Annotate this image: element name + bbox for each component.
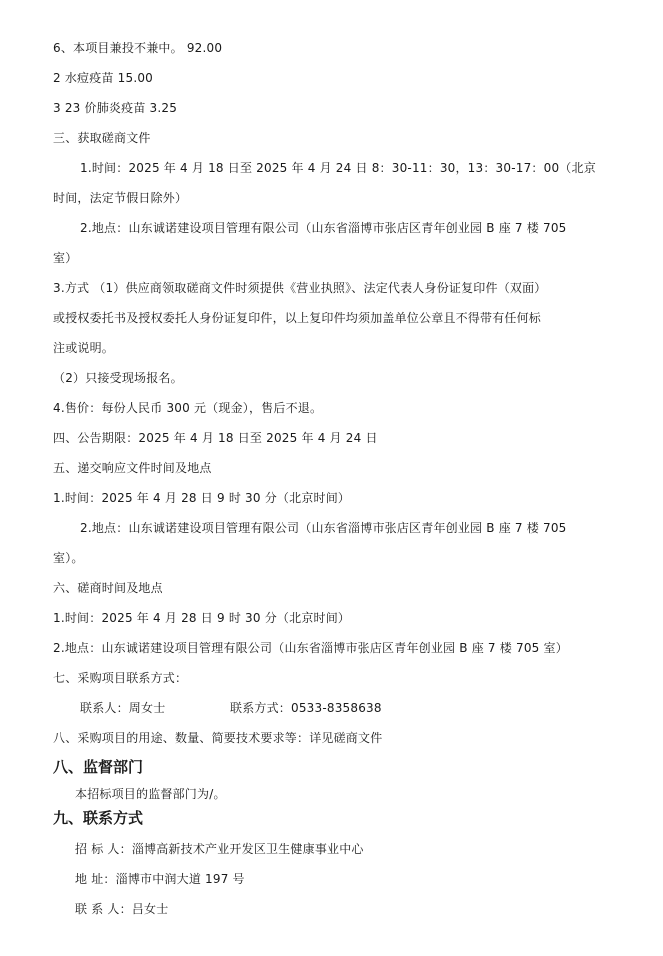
contact-heading: 九、联系方式 xyxy=(53,809,144,827)
section-3-heading: 三、获取磋商文件 xyxy=(53,131,151,145)
onsite-registration-text: （2）只接受现场报名。 xyxy=(53,371,183,385)
contact-person-text: 联系人：周女士 xyxy=(80,701,166,715)
time-paragraph-line-1: 1.时间：2025 年 4 月 18 日至 2025 年 4 月 24 日 8：30-11：30，13：30-17：00（北京 xyxy=(80,161,596,175)
location-paragraph-line-1: 2.地点：山东诚诺建设项目管理有限公司（山东省淄博市张店区青年创业园 B 座 7 楼 705 xyxy=(80,221,567,235)
time-paragraph-line-2: 时间，法定节假日除外） xyxy=(53,191,188,205)
vaccine-item-2: 2 水痘疫苗 15.00 xyxy=(53,71,154,85)
submission-location-line-2: 室）。 xyxy=(53,551,84,565)
section-7-heading: 七、采购项目联系方式： xyxy=(53,671,188,685)
supervision-heading: 八、监督部门 xyxy=(53,758,144,776)
submission-time-text: 1.时间：2025 年 4 月 28 日 9 时 30 分（北京时间） xyxy=(53,491,351,505)
section-4-heading: 四、公告期限：2025 年 4 月 18 日至 2025 年 4 月 24 日 xyxy=(53,431,378,445)
location-paragraph-line-2: 室） xyxy=(53,251,78,265)
tenderer-contact-text: 联 系 人：吕女士 xyxy=(75,902,169,916)
address-text: 地 址：淄博市中润大道 197 号 xyxy=(75,872,245,886)
method-paragraph-line-3: 注或说明。 xyxy=(53,341,115,355)
negotiation-time-text: 1.时间：2025 年 4 月 28 日 9 时 30 分（北京时间） xyxy=(53,611,351,625)
item-6-text: 6、本项目兼投不兼中。 92.00 xyxy=(53,41,223,55)
supervision-text: 本招标项目的监督部门为/。 xyxy=(75,787,226,801)
tenderer-text: 招 标 人：淄博高新技术产业开发区卫生健康事业中心 xyxy=(75,842,364,856)
price-text: 4.售价：每份人民币 300 元（现金），售后不退。 xyxy=(53,401,323,415)
section-5-heading: 五、递交响应文件时间及地点 xyxy=(53,461,212,475)
submission-location-line-1: 2.地点：山东诚诺建设项目管理有限公司（山东省淄博市张店区青年创业园 B 座 7 楼 705 xyxy=(80,521,567,535)
negotiation-location-text: 2.地点：山东诚诺建设项目管理有限公司（山东省淄博市张店区青年创业园 B 座 7 楼 705 室） xyxy=(53,641,568,655)
section-8-text: 八、采购项目的用途、数量、简要技术要求等：详见磋商文件 xyxy=(53,731,383,745)
vaccine-item-3: 3 23 价肺炎疫苗 3.25 xyxy=(53,101,178,115)
section-6-heading: 六、磋商时间及地点 xyxy=(53,581,163,595)
method-paragraph-line-1: 3.方式 （1）供应商领取磋商文件时须提供《营业执照》、法定代表人身份证复印件（双面） xyxy=(53,281,547,295)
contact-phone-text: 联系方式：0533-8358638 xyxy=(230,701,382,715)
method-paragraph-line-2: 或授权委托书及授权委托人身份证复印件，以上复印件均须加盖单位公章且不得带有任何标 xyxy=(53,311,542,325)
